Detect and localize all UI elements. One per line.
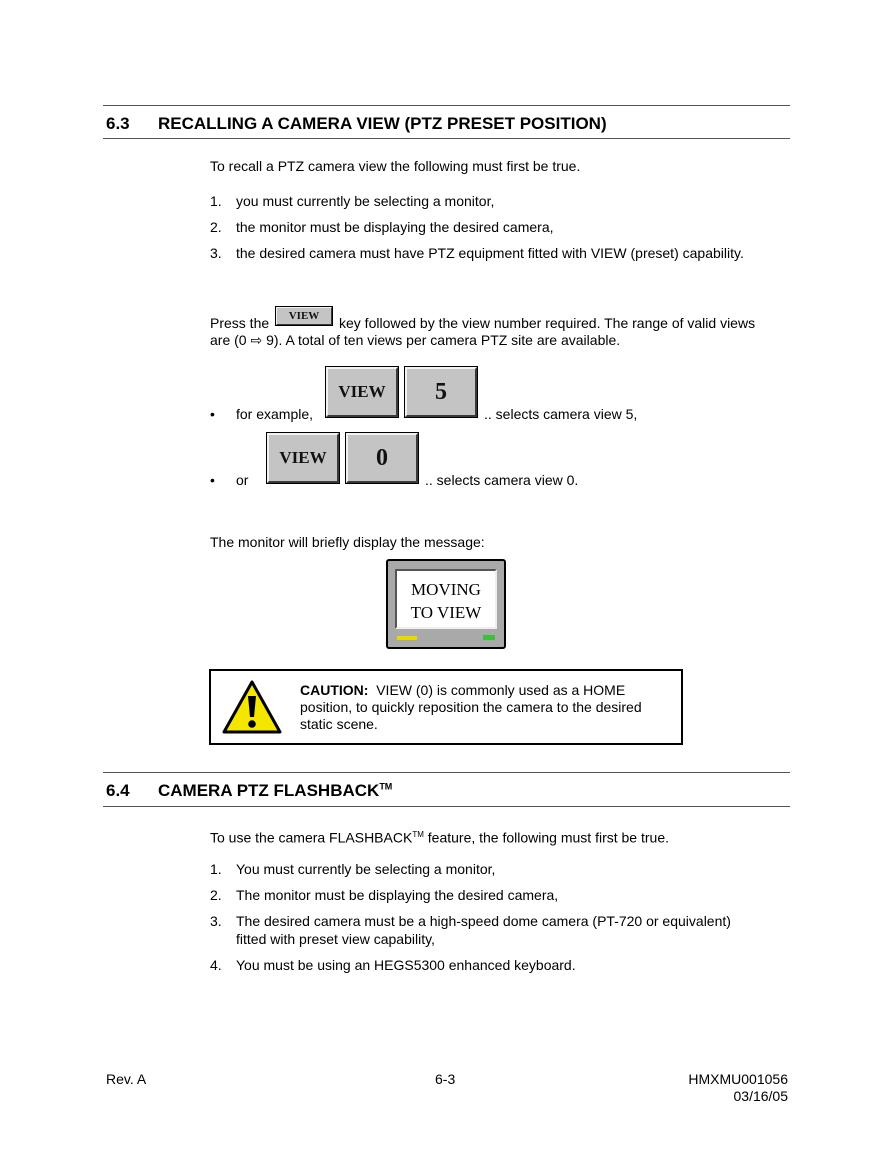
warning-triangle-icon [221, 679, 283, 735]
section-title: RECALLING A CAMERA VIEW (PTZ PRESET POSITION) [158, 114, 607, 133]
press-text-end: key followed by the view number required. The range of valid views [339, 315, 756, 331]
digit-key-0: 0 [346, 433, 418, 483]
section-number: 6.4 [106, 781, 130, 800]
caution-label: CAUTION: [300, 682, 369, 698]
trademark: TM [379, 781, 393, 792]
example-lead: or [236, 472, 249, 488]
footer-date: 03/16/05 [733, 1088, 788, 1104]
footer-revision: Rev. A [106, 1071, 147, 1087]
heading-underline [103, 138, 790, 139]
caution-text [300, 682, 670, 733]
monitor-screen [395, 569, 497, 629]
intro-text: To recall a PTZ camera view the following must first be true. [210, 158, 581, 174]
flashback-intro: To use the camera FLASHBACK™ feature, the following must first be true. [210, 829, 669, 846]
trademark: TM [412, 830, 424, 839]
view-key-inline: VIEW [276, 307, 332, 325]
view-key: VIEW [267, 433, 339, 483]
footer-page-number: 6-3 [435, 1071, 456, 1087]
range-text: are (0 ⇨ 9). A total of ten views per camera PTZ site are available. [210, 332, 621, 348]
heading-underline [103, 806, 790, 807]
digit-key-5: 5 [405, 367, 477, 417]
bullet: • [210, 472, 215, 488]
section-rule [103, 772, 790, 773]
caution-body: VIEW (0) is commonly used as a HOME position, to quickly reposition the camera to the desired static scene. [300, 682, 642, 732]
example-result: .. selects camera view 5, [484, 406, 638, 422]
view-key: VIEW [326, 367, 398, 417]
caution-box [209, 669, 683, 745]
example-result: .. selects camera view 0. [425, 472, 579, 488]
monitor-illustration [386, 559, 506, 649]
top-rule [103, 105, 790, 106]
press-text-start: Press the [210, 315, 270, 331]
bullet: • [210, 406, 215, 422]
example-lead: for example, [236, 406, 314, 422]
message-intro: The monitor will briefly display the message: [210, 534, 485, 550]
monitor-message-line1: MOVING [411, 580, 481, 599]
monitor-message-line2: TO VIEW [410, 603, 482, 622]
section-number: 6.3 [106, 114, 130, 133]
footer-doc-id: HMXMU001056 [688, 1071, 788, 1087]
section-title: CAMERA PTZ FLASHBACK™ [158, 781, 393, 800]
monitor-led-green [483, 635, 495, 640]
monitor-led-yellow [397, 636, 417, 640]
